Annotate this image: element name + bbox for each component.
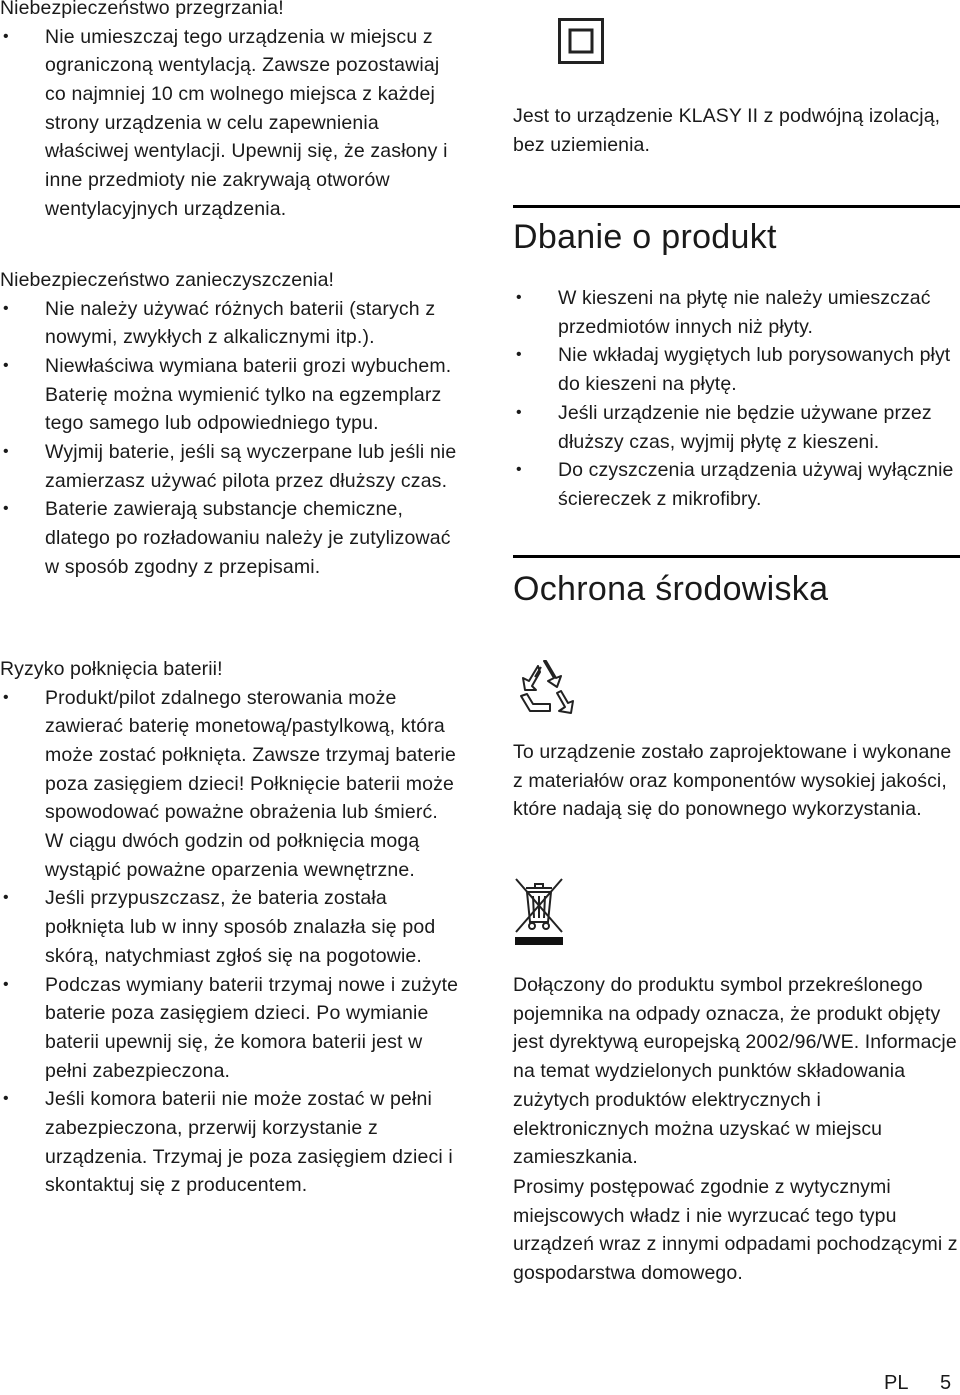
list-item: • Nie umieszczaj tego urządzenia w miejscu z ograniczoną wentylacją. Zawsze pozostawiaj co najmniej 10 cm wolnego miejsca z każdej strony urządzenia w celu zapewnienia właściwej wentylacji. Upewnij się, że zasłony i inne przedmioty nie zakrywają otworów wentylacyjnych urządzenia.	[0, 23, 460, 224]
list-item: • Podczas wymiany baterii trzymaj nowe i zużyte baterie poza zasięgiem dzieci. Po wymianie baterii upewnij się, że komora baterii jest w pełni zabezpieczona.	[0, 971, 460, 1086]
care-heading: Dbanie o produkt	[513, 218, 777, 256]
class-ii-double-square-icon	[558, 18, 604, 64]
weee-text: Dołączony do produktu symbol przekreślonego pojemnika na odpady oznacza, że produkt objęty jest dyrektywą europejską 2002/96/WE. Informacje na temat wydzielonych punktów składowania zużytych produktów elektrycznych i elektronicznych można uzyskać w miejscu zamieszkania.	[513, 974, 957, 1169]
list-item: • Nie wkładaj wygiętych lub porysowanych płyt do kieszeni na płytę.	[513, 341, 960, 398]
swallow-title: Ryzyko połknięcia baterii!	[0, 658, 223, 680]
pollution-list	[0, 295, 460, 582]
weee-text-2: Prosimy postępować zgodnie z wytycznymi miejscowych władz i nie wyrzucać tego typu urządzeń wraz z innymi odpadami pochodzącymi z gospodarstwa domowego.	[513, 1176, 958, 1285]
divider	[513, 555, 960, 558]
overheat-list	[0, 23, 460, 224]
swallow-section	[0, 655, 460, 1200]
list-item: • Jeśli urządzenie nie będzie używane przez dłuższy czas, wyjmij płytę z kieszeni.	[513, 399, 960, 456]
list-item: • Nie należy używać różnych baterii (starych z nowymi, zwykłych z alkalicznymi itp.).	[0, 295, 460, 352]
list-item: • Baterie zawierają substancje chemiczne, dlatego po rozładowaniu należy je zutylizować w sposób zgodny z przepisami.	[0, 495, 460, 581]
env-heading: Ochrona środowiska	[513, 570, 829, 608]
page-number: 5	[940, 1372, 952, 1394]
footer-lang: PL	[884, 1372, 909, 1394]
class-ii-text: Jest to urządzenie KLASY II z podwójną izolacją, bez uziemienia.	[513, 105, 941, 156]
pollution-title: Niebezpieczeństwo zanieczyszczenia!	[0, 269, 335, 291]
list-item: • Do czyszczenia urządzenia używaj wyłącznie ściereczek z mikrofibry.	[513, 456, 960, 513]
list-item: • Produkt/pilot zdalnego sterowania może zawierać baterię monetową/pastylkową, która może zostać połknięta. Zawsze trzymaj baterie poza zasięgiem dzieci! Połknięcie baterii może spowodować poważne obrażenia lub śmierć. W ciągu dwóch godzin od połknięcia mogą wystąpić poważne oparzenia wewnętrzne.	[0, 684, 460, 885]
list-item: • W kieszeni na płytę nie należy umieszczać przedmiotów innych niż płyty.	[513, 284, 960, 341]
crossed-bin-icon	[513, 876, 565, 948]
list-item: • Wyjmij baterie, jeśli są wyczerpane lub jeśli nie zamierzasz używać pilota przez dłuższy czas.	[0, 438, 460, 495]
recycle-text: To urządzenie zostało zaprojektowane i wykonane z materiałów oraz komponentów wysokiej jakości, które nadają się do ponownego wykorzystania.	[513, 741, 952, 821]
overheat-section	[0, 0, 460, 223]
list-item: • Jeśli komora baterii nie może zostać w pełni zabezpieczona, przerwij korzystanie z urządzenia. Trzymaj je poza zasięgiem dzieci i skontaktuj się z producentem.	[0, 1085, 460, 1200]
list-item: • Jeśli przypuszczasz, że bateria została połknięta lub w inny sposób znalazła się pod skórą, natychmiast zgłoś się na pogotowie.	[0, 884, 460, 970]
care-list	[513, 284, 960, 514]
pollution-section	[0, 266, 460, 582]
recycle-icon	[513, 656, 575, 718]
divider	[513, 205, 960, 208]
list-item: • Niewłaściwa wymiana baterii grozi wybuchem. Baterię można wymienić tylko na egzemplarz tego samego lub odpowiedniego typu.	[0, 352, 460, 438]
overheat-title: Niebezpieczeństwo przegrzania!	[0, 0, 284, 19]
swallow-list	[0, 684, 460, 1201]
